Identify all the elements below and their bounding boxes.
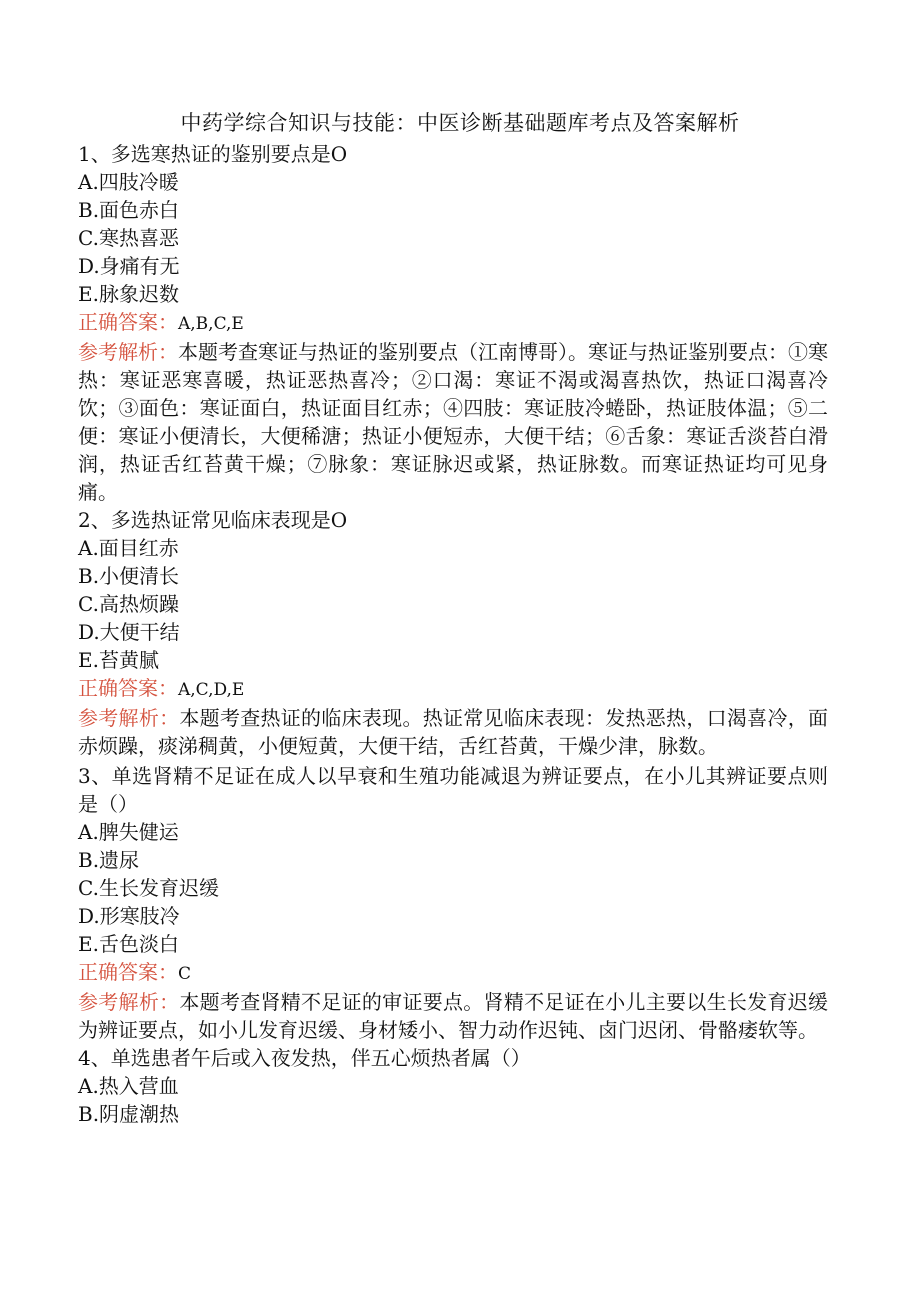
option: B.小便清长 bbox=[78, 564, 180, 588]
question-stem: 4、单选患者午后或入夜发热，伴五心烦热者属（） bbox=[78, 1046, 531, 1070]
question-list bbox=[78, 140, 828, 1128]
answer-label: 正确答案： bbox=[78, 676, 178, 700]
answer-label: 正确答案： bbox=[78, 310, 178, 334]
option: C.高热烦躁 bbox=[78, 592, 179, 616]
option: A.面目红赤 bbox=[78, 536, 179, 560]
answer-line bbox=[78, 674, 828, 704]
question-stem: 3、单选肾精不足证在成人以早衰和生殖功能减退为辨证要点，在小儿其辨证要点则是（） bbox=[78, 764, 828, 816]
analysis-label: 参考解析： bbox=[78, 340, 178, 364]
option: D.形寒肢冷 bbox=[78, 904, 180, 928]
answer-value: A,C,D,E bbox=[178, 680, 245, 700]
answer-label: 正确答案： bbox=[78, 960, 178, 984]
option: A.四肢冷暖 bbox=[78, 170, 179, 194]
option: E.苔黄腻 bbox=[78, 648, 159, 672]
answer-value: A,B,C,E bbox=[178, 314, 244, 334]
answer-line bbox=[78, 958, 828, 988]
question-block bbox=[78, 762, 828, 1044]
option: C.寒热喜恶 bbox=[78, 226, 179, 250]
option: A.热入营血 bbox=[78, 1074, 179, 1098]
answer-value: C bbox=[178, 964, 192, 984]
question-block bbox=[78, 506, 828, 760]
option: B.面色赤白 bbox=[78, 198, 180, 222]
option: D.身痛有无 bbox=[78, 254, 180, 278]
option: B.阴虚潮热 bbox=[78, 1102, 180, 1126]
analysis-text: 本题考查热证的临床表现。热证常见临床表现：发热恶热，口渴喜冷，面赤烦躁，痰涕稠黄，小便短黄，大便干结，舌红苔黄，干燥少津，脉数。 bbox=[78, 706, 829, 758]
option: C.生长发育迟缓 bbox=[78, 876, 219, 900]
document-title: 中药学综合知识与技能：中医诊断基础题库考点及答案解析 bbox=[180, 111, 740, 135]
analysis-paragraph bbox=[78, 704, 828, 760]
analysis-paragraph bbox=[78, 338, 828, 506]
option: E.脉象迟数 bbox=[78, 282, 179, 306]
analysis-text: 本题考查肾精不足证的审证要点。肾精不足证在小儿主要以生长发育迟缓为辨证要点，如小儿发育迟缓、身材矮小、智力动作迟钝、卤门迟闭、骨骼痿软等。 bbox=[78, 990, 829, 1042]
question-stem: 1、多选寒热证的鉴别要点是O bbox=[78, 142, 348, 166]
analysis-label: 参考解析： bbox=[78, 990, 180, 1014]
question-stem: 2、多选热证常见临床表现是O bbox=[78, 508, 348, 532]
question-block bbox=[78, 140, 828, 506]
option: E.舌色淡白 bbox=[78, 932, 179, 956]
question-block bbox=[78, 1044, 828, 1128]
option: B.遗尿 bbox=[78, 848, 140, 872]
answer-line bbox=[78, 308, 828, 338]
option: D.大便干结 bbox=[78, 620, 180, 644]
analysis-text: 本题考查寒证与热证的鉴别要点（江南博哥）。寒证与热证鉴别要点：①寒热：寒证恶寒喜暖，热证恶热喜冷；②口渴：寒证不渴或渴喜热饮，热证口渴喜冷饮；③面色：寒证面白，热证面目红赤；④四肢：寒证肢冷蜷卧，热证肢体温；⑤二便：寒证小便清长，大便稀溏；热证小便短赤，大便干结；⑥舌象：寒证舌淡苔白滑润，热证舌红苔黄干燥；⑦脉象：寒证脉迟或紧，热证脉数。而寒证热证均可见身痛。 bbox=[78, 340, 828, 504]
analysis-paragraph bbox=[78, 988, 828, 1044]
analysis-label: 参考解析： bbox=[78, 706, 180, 730]
option: A.脾失健运 bbox=[78, 820, 179, 844]
